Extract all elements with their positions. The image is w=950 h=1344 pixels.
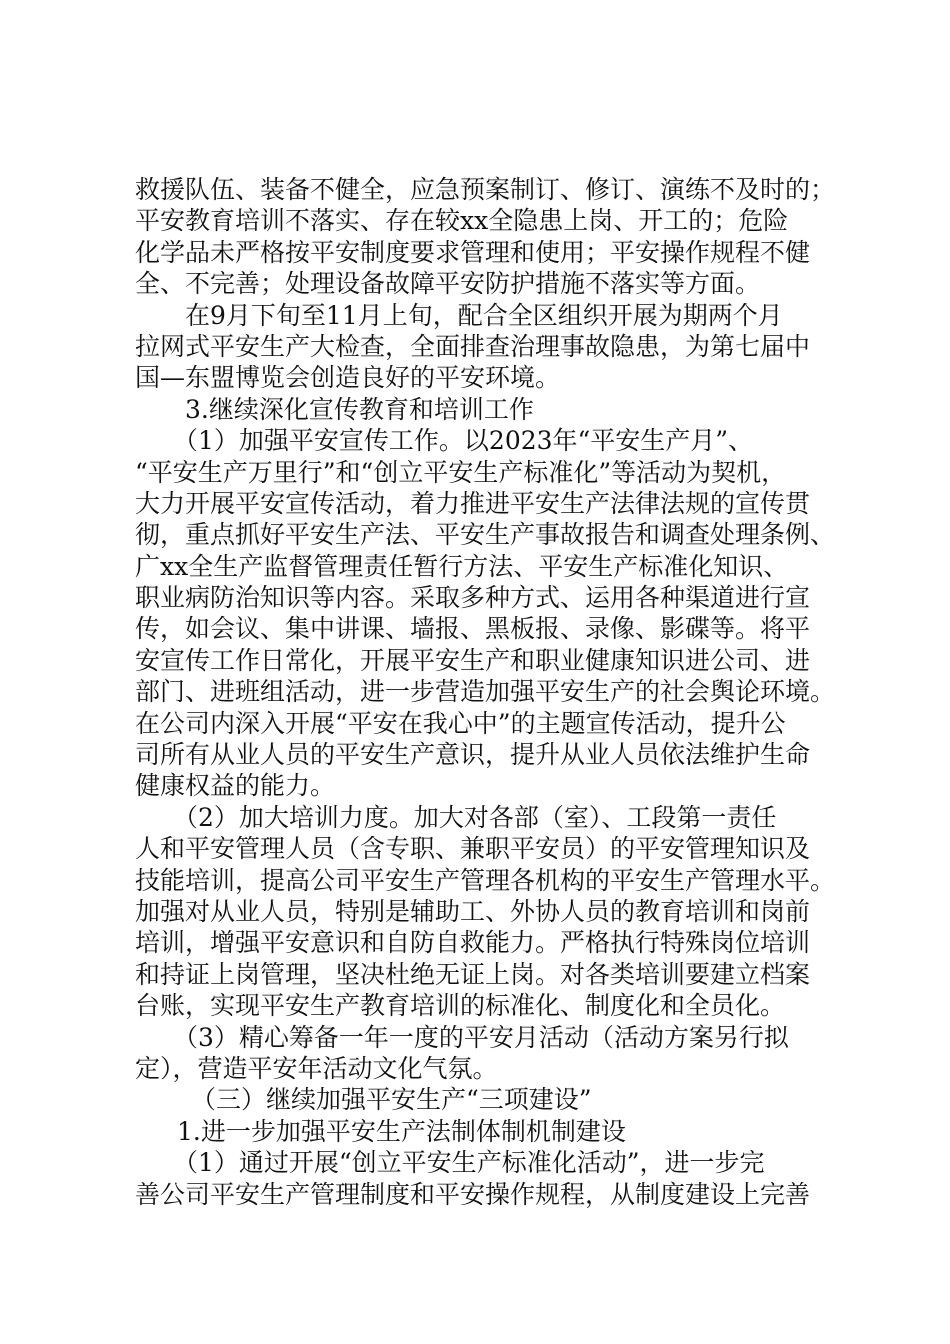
text-line: 彻，重点抓好平安生产法、平安生产事故报告和调查处理条例、 [135,520,835,550]
text-line: 全、不完善；处理设备故障平安防护措施不落实等方面。 [135,269,761,299]
text-line: 健康权益的能力。 [135,771,336,801]
section-heading: （三）继续加强平安生产“三项建设” [191,1085,592,1115]
text-line: 在公司内深入开展“平安在我心中”的主题宣传活动，提升公 [135,708,786,738]
text-line: 职业病防治知识等内容。采取多种方式、运用各种渠道进行宣 [135,583,811,613]
text-line: 部门、进班组活动，进一步营造加强平安生产的社会舆论环境。 [135,677,835,707]
text-line: 培训，增强平安意识和自防自救能力。严格执行特殊岗位培训 [135,928,811,958]
text-line: 国—东盟博览会创造良好的平安环境。 [135,363,561,393]
text-line: 技能培训，提高公司平安生产管理各机构的平安生产管理水平。 [135,865,835,895]
text-line: 善公司平安生产管理制度和平安操作规程，从制度建设上完善 [135,1179,811,1209]
text-line: 和持证上岗管理，坚决杜绝无证上岗。对各类培训要建立档案 [135,959,811,989]
text-line: 拉网式平安生产大检查，全面排查治理事故隐患，为第七届中 [135,331,811,361]
text-line: 台账，实现平安生产教育培训的标准化、制度化和全员化。 [135,991,786,1021]
paragraph-first-line: 在9月下旬至11月上旬，配合全区组织开展为期两个月 [185,300,783,330]
paragraph-first-line: （3）精心筹备一年一度的平安月活动（活动方案另行拟 [173,1022,789,1052]
document-body [135,174,835,1210]
paragraph-first-line: （1）通过开展“创立平安生产标准化活动”，进一步完 [173,1148,765,1178]
text-line: 人和平安管理人员（含专职、兼职平安员）的平安管理知识及 [135,834,811,864]
text-line: 司所有从业人员的平安生产意识，提升从业人员依法维护生命 [135,740,811,770]
paragraph-first-line: （1）加强平安宣传工作。以2023年“平安生产月”、 [173,426,754,456]
text-line: 广xx全生产监督管理责任暂行方法、平安生产标准化知识、 [135,551,789,581]
paragraph-first-line: （2）加大培训力度。加大对各部（室）、工段第一责任 [173,802,777,832]
text-line: 传，如会议、集中讲课、墙报、黑板报、录像、影碟等。将平 [135,614,811,644]
text-line: “平安生产万里行”和“创立平安生产标准化”等活动为契机， [135,457,787,487]
section-heading: 3.继续深化宣传教育和培训工作 [185,394,534,424]
text-line: 加强对从业人员，特别是辅助工、外协人员的教育培训和岗前 [135,896,811,926]
text-line: 安宣传工作日常化，开展平安生产和职业健康知识进公司、进 [135,645,811,675]
text-line: 大力开展平安宣传活动，着力推进平安生产法律法规的宣传贯 [135,488,811,518]
text-line: 救援队伍、装备不健全，应急预案制订、修订、演练不及时的； [135,175,835,204]
text-line: 化学品未严格按平安制度要求管理和使用；平安操作规程不健 [135,237,811,267]
text-line: 定），营造平安年活动文化气氛。 [135,1053,498,1083]
text-line: 平安教育培训不落实、存在较xx全隐患上岗、开工的；危险 [135,206,789,236]
subsection-heading: 1.进一步加强平安生产法制体制机制建设 [177,1116,626,1146]
